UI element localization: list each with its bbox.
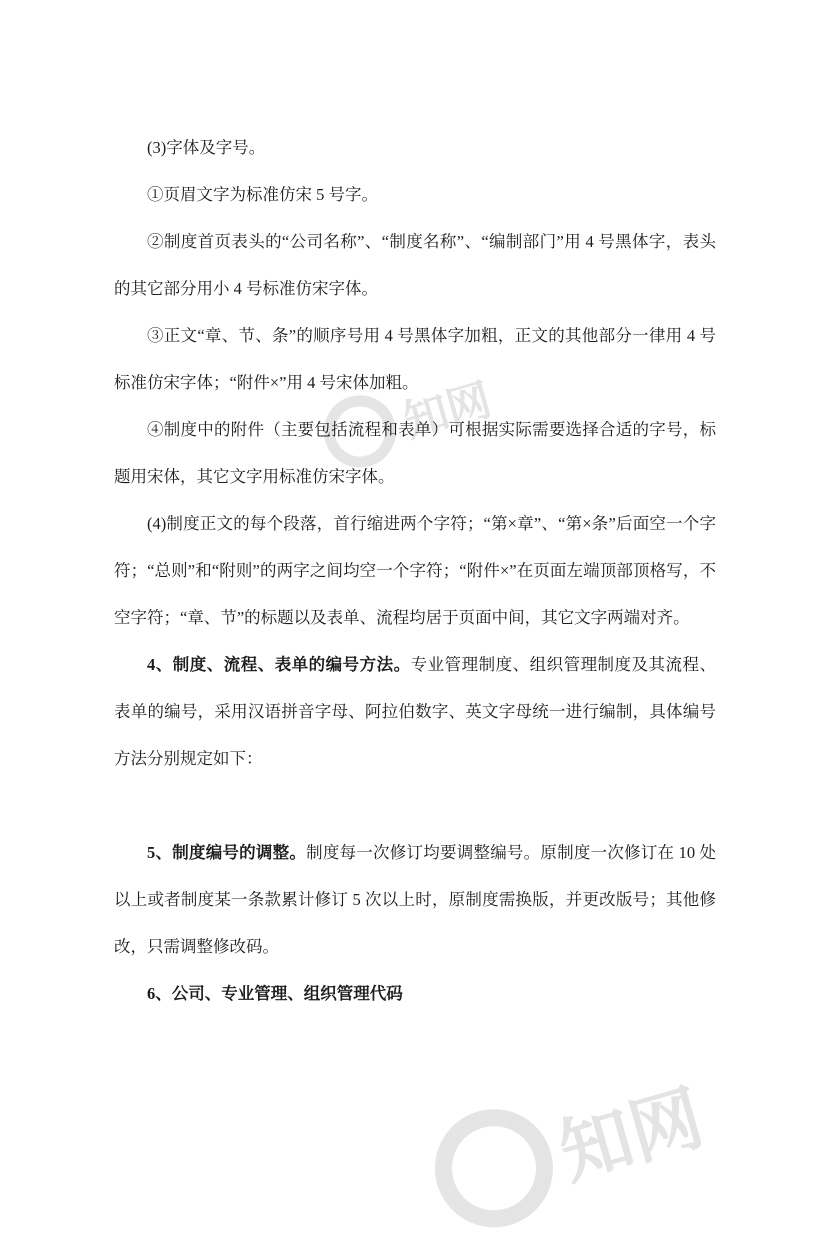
watermark-text: 知网 [398,375,497,447]
watermark [421,1053,715,1241]
text-run: ②制度首页表头的“公司名称”、“制度名称”、“编制部门”用 4 号黑体字，表头的其它部分用小 4 号标准仿宋字体。 [114,232,716,298]
paragraph [114,218,716,312]
paragraph [114,500,716,641]
paragraph [114,406,716,500]
paragraph [114,171,716,218]
text-run: ①页眉文字为标准仿宋 5 号字。 [147,185,378,204]
text-run: (3)字体及字号。 [147,138,266,157]
text-run: 制度每一次修订均要调整编号。原制度一次修订在 10 处以上或者制度某一条款累计修订 5 次以上时，原制度需换版，并更改版号；其他修改，只需调整修改码。 [114,843,717,956]
heading-run: 4、制度、流程、表单的编号方法。 [147,655,411,674]
heading-run: 5、制度编号的调整。 [147,843,307,862]
text-run: ③正文“章、节、条”的顺序号用 4 号黑体字加粗，正文的其他部分一律用 4 号标准仿宋字体；“附件×”用 4 号宋体加粗。 [114,326,716,392]
watermark-text: 知网 [551,1077,712,1195]
document-body [114,124,716,1017]
watermark-logo-icon [421,1095,567,1241]
paragraph [114,312,716,406]
text-run: 专业管理制度、组织管理制度及其流程、表单的编号，采用汉语拼音字母、阿拉伯数字、英文字母统一进行编制，具体编号方法分别规定如下： [114,655,717,768]
text-run: (4)制度正文的每个段落，首行缩进两个字符；“第×章”、“第×条”后面空一个字符；“总则”和“附则”的两字之间均空一个字符；“附件×”在页面左端顶部顶格写，不空字符；“章、节”的标题以及表单、流程均居于页面中间，其它文字两端对齐。 [114,514,716,627]
heading-run: 6、公司、专业管理、组织管理代码 [147,984,403,1003]
paragraph-spacer [114,782,716,829]
text-run: ④制度中的附件（主要包括流程和表单）可根据实际需要选择合适的字号，标题用宋体，其它文字用标准仿宋字体。 [114,420,716,486]
paragraph [114,124,716,171]
paragraph [114,641,716,782]
paragraph [114,970,716,1017]
paragraph [114,829,716,970]
